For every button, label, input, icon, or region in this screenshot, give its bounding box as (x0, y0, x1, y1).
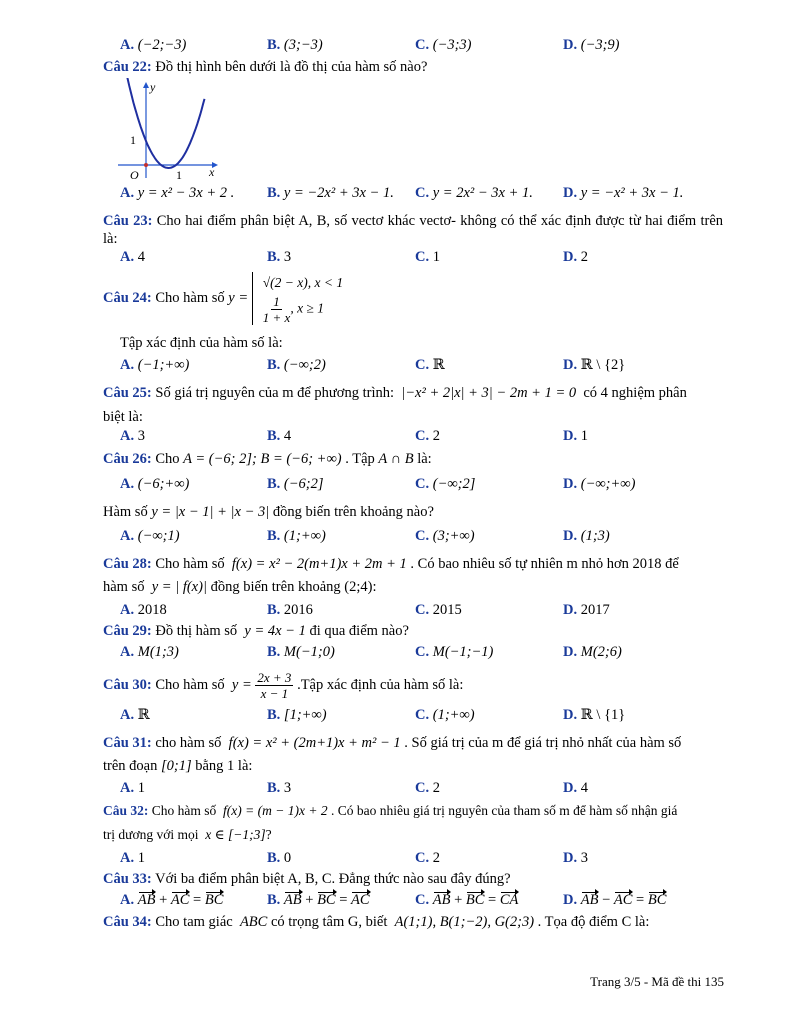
q23-option-d (563, 248, 588, 266)
q26-option-d (563, 475, 635, 493)
option-text: 2015 (432, 602, 462, 618)
option-text: 2 (432, 780, 440, 796)
question-text: . Tập (345, 451, 375, 467)
vector: AC (613, 892, 633, 908)
option-label: D. (563, 185, 578, 201)
question-text: . Có bao nhiêu số tự nhiên m nhỏ hơn 2018 để (410, 556, 679, 572)
option-label: C. (415, 528, 430, 544)
q24-option-b (267, 356, 326, 374)
option-text: (3;−3) (283, 37, 323, 53)
option-label: B. (267, 528, 281, 544)
question-text: đồng biến trên khoảng (2;4): (210, 579, 377, 595)
q22-option-a (120, 184, 234, 202)
q33-stem (103, 870, 511, 888)
option-text: (3;+∞) (432, 528, 475, 544)
option-text: (−∞;1) (137, 528, 180, 544)
option-text: 3 (137, 428, 145, 444)
option-label: A. (120, 644, 135, 660)
equation: ABC (239, 914, 268, 930)
q23-stem (103, 212, 723, 248)
question-text: đi qua điểm nào? (309, 623, 409, 639)
operator: + (301, 892, 318, 908)
option-text: 2018 (137, 602, 167, 618)
option-text: 2017 (580, 602, 610, 618)
question-text: Cho hàm số (155, 290, 225, 306)
operator: = (484, 892, 500, 908)
option-text: y = x² − 3x + 2 . (137, 185, 235, 201)
piecewise-row-1: √(2 − x), x < 1 (262, 275, 344, 291)
option-text: 2 (432, 850, 440, 866)
question-text: Cho tam giác (155, 914, 233, 930)
q29-option-d (563, 643, 622, 661)
q25-option-d (563, 427, 588, 445)
q33-option-d (563, 891, 666, 909)
option-text: 3 (283, 780, 292, 796)
option-text: M(−1;−1) (432, 644, 494, 660)
function-symbol: y = (231, 677, 252, 693)
q30-option-a (120, 706, 150, 724)
q28-option-d (563, 601, 610, 619)
y-axis-arrow-icon (143, 82, 149, 88)
q29-option-c (415, 643, 493, 661)
option-label: D. (563, 707, 578, 723)
q21-option-b (267, 36, 323, 54)
option-text: y = −2x² + 3x − 1. (283, 185, 394, 201)
option-label: D. (563, 850, 578, 866)
question-text: có trọng tâm G, biết (270, 914, 388, 930)
option-text: 2 (432, 428, 440, 444)
option-text: (−1;+∞) (137, 357, 190, 373)
option-text: [1;+∞) (283, 707, 327, 723)
q31-option-a (120, 779, 145, 797)
q29-option-b (267, 643, 335, 661)
option-label: A. (120, 602, 135, 618)
equation: [0;1] (160, 758, 192, 774)
option-label: D. (563, 892, 578, 908)
vector: AB (432, 892, 451, 908)
option-label: A. (120, 892, 135, 908)
option-text: M(2;6) (580, 644, 622, 660)
option-text: ℝ \ {1} (580, 707, 626, 723)
q27-option-c (415, 527, 475, 545)
q32-option-a (120, 849, 145, 867)
vector: AB (580, 892, 599, 908)
q29-stem (103, 622, 409, 640)
q33-option-a (120, 891, 223, 909)
question-label: Câu 24: (103, 290, 152, 306)
operator: = (335, 892, 352, 908)
q23-option-b (267, 248, 291, 266)
question-label: Câu 25: (103, 385, 152, 401)
question-label: Câu 29: (103, 623, 152, 639)
option-text: 1 (137, 850, 145, 866)
option-text: y = −x² + 3x − 1. (580, 185, 684, 201)
q22-option-c (415, 184, 533, 202)
q30-option-b (267, 706, 327, 724)
q26-option-c (415, 475, 475, 493)
vector: AB (137, 892, 156, 908)
option-label: A. (120, 707, 135, 723)
numerator: 2x + 3 (257, 670, 292, 686)
question-text: ? (265, 827, 272, 842)
q31-stem (103, 734, 681, 752)
operator: = (632, 892, 648, 908)
option-label: D. (563, 644, 578, 660)
option-label: B. (267, 428, 281, 444)
q21-option-c (415, 36, 472, 54)
question-text: Đồ thị hàm số (155, 623, 238, 639)
q28-option-a (120, 601, 167, 619)
option-label: D. (563, 602, 578, 618)
q28-stem-cont (103, 578, 376, 596)
q24-stem (103, 268, 343, 328)
option-label: B. (267, 850, 281, 866)
option-text: M(−1;0) (283, 644, 335, 660)
operator: − (598, 892, 614, 908)
option-text: ℝ (137, 707, 150, 723)
option-text: (−2;−3) (137, 37, 187, 53)
option-text: (1;+∞) (283, 528, 326, 544)
q34-stem (103, 913, 649, 931)
option-label: A. (120, 428, 135, 444)
option-label: C. (415, 357, 430, 373)
question-label: Câu 23: (103, 213, 153, 229)
vector: AC (351, 892, 370, 908)
x-tick-label: 1 (176, 168, 182, 182)
question-label: Câu 26: (103, 451, 152, 467)
q25-option-c (415, 427, 440, 445)
option-label: D. (563, 428, 578, 444)
q23-option-c (415, 248, 440, 266)
vector: AC (170, 892, 190, 908)
origin-label: O (130, 168, 139, 182)
question-text: Số giá trị nguyên của m để phương trình: (155, 385, 395, 401)
option-text: M(1;3) (137, 644, 179, 660)
option-label: D. (563, 357, 578, 373)
option-label: D. (563, 249, 578, 265)
option-text: 1 (137, 780, 145, 796)
q22-option-b (267, 184, 394, 202)
q24-subquestion: Tập xác định của hàm số là: (120, 335, 283, 351)
question-text: đồng biến trên khoảng nào? (272, 504, 434, 520)
question-text: .Tập xác định của hàm số là: (297, 677, 464, 693)
vector: BC (465, 892, 485, 908)
question-text: Cho (155, 451, 180, 467)
q28-stem (103, 555, 679, 573)
q27-option-b (267, 527, 326, 545)
page-footer: Trang 3/5 - Mã đề thi 135 (590, 974, 724, 989)
fraction (263, 294, 291, 325)
option-text: 3 (283, 249, 292, 265)
equation: y = | f(x)| (151, 579, 207, 595)
option-label: A. (120, 850, 135, 866)
option-label: B. (267, 780, 281, 796)
q24-option-c (415, 356, 445, 374)
option-text: (−∞;2] (432, 476, 476, 492)
q27-stem (103, 503, 434, 521)
q26-stem (103, 450, 432, 468)
equation: f(x) = x² − 2(m+1)x + 2m + 1 (231, 556, 407, 572)
equation: y = |x − 1| + |x − 3| (151, 504, 270, 520)
q29-option-a (120, 643, 179, 661)
question-label: Câu 22: (103, 59, 152, 75)
option-label: C. (415, 185, 430, 201)
option-text: (−∞;2) (283, 357, 326, 373)
q25-stem-cont: biệt là: (103, 409, 143, 425)
option-label: A. (120, 37, 135, 53)
question-text: Với ba điểm phân biệt A, B, C. Đẳng thức nào sau đây đúng? (155, 871, 511, 887)
option-label: B. (267, 185, 281, 201)
vector: BC (204, 892, 224, 908)
option-text: (−∞;+∞) (580, 476, 636, 492)
q25-option-a (120, 427, 145, 445)
parabola-curve (118, 78, 205, 168)
q24-option-a (120, 356, 189, 374)
option-label: D. (563, 37, 578, 53)
equation: f(x) = x² + (2m+1)x + m² − 1 (228, 735, 401, 751)
q30-stem (103, 664, 463, 706)
option-text: (−3;9) (580, 37, 620, 53)
option-label: A. (120, 357, 135, 373)
question-text: trên đoạn (103, 758, 158, 774)
q30-option-d (563, 706, 625, 724)
question-label: Câu 32: (103, 803, 149, 818)
option-text: (−6;+∞) (137, 476, 190, 492)
equation: y = 4x − 1 (244, 623, 306, 639)
fraction (255, 670, 293, 701)
option-label: A. (120, 249, 135, 265)
option-label: D. (563, 528, 578, 544)
question-text: Đồ thị hình bên dưới là đồ thị của hàm số nào? (155, 59, 428, 75)
question-text: trị dương với mọi (103, 827, 199, 842)
option-text: 2016 (283, 602, 313, 618)
q32-option-d (563, 849, 588, 867)
q26-option-a (120, 475, 189, 493)
question-text: Cho hàm số (151, 803, 217, 818)
q32-stem (103, 802, 677, 820)
option-label: D. (563, 780, 578, 796)
q33-option-b (267, 891, 370, 909)
option-label: C. (415, 780, 430, 796)
q21-option-d (563, 36, 620, 54)
option-label: B. (267, 357, 281, 373)
question-text: . Tọa độ điểm C là: (537, 914, 650, 930)
question-text: cho hàm số (155, 735, 222, 751)
question-text: là: (417, 451, 432, 467)
denominator: 1 + x (262, 310, 291, 326)
option-text: 2 (580, 249, 588, 265)
equation: A = (−6; 2]; B = (−6; +∞) (183, 451, 342, 467)
equation: A(1;1), B(1;−2), G(2;3) (394, 914, 535, 930)
piecewise-system (252, 272, 343, 325)
numerator: 1 (273, 294, 280, 310)
option-label: C. (415, 602, 430, 618)
q32-option-b (267, 849, 291, 867)
option-label: A. (120, 476, 135, 492)
question-text: . Số giá trị của m để giá trị nhỏ nhất của hàm số (404, 735, 682, 751)
option-label: B. (267, 644, 281, 660)
option-label: C. (415, 850, 430, 866)
question-text: Cho hai điểm phân biệt A, B, số vectơ khác vectơ- không có thể xác định được từ hai điểm trên là: (103, 213, 724, 247)
option-label: C. (415, 476, 430, 492)
q27-option-a (120, 527, 180, 545)
question-text: hàm số (103, 579, 145, 595)
q22-stem (103, 58, 427, 76)
q21-option-a (120, 36, 186, 54)
q31-stem-cont (103, 757, 252, 775)
x-axis-label: x (209, 165, 215, 179)
q27-option-d (563, 527, 610, 545)
option-text: (−3;3) (432, 37, 472, 53)
q30-option-c (415, 706, 475, 724)
question-text: bằng 1 là: (195, 758, 253, 774)
vector: BC (647, 892, 667, 908)
option-text: 0 (283, 850, 292, 866)
q25-option-b (267, 427, 291, 445)
function-symbol: y = (228, 290, 249, 306)
option-text: ℝ (432, 357, 445, 373)
y-axis-label: y (150, 80, 156, 94)
option-text: 3 (580, 850, 588, 866)
option-label: B. (267, 602, 281, 618)
question-text: có 4 nghiệm phân (583, 385, 687, 401)
question-label: Câu 34: (103, 914, 152, 930)
option-label: C. (415, 644, 430, 660)
q33-option-c (415, 891, 518, 909)
q22-option-d (563, 184, 683, 202)
question-label: Câu 31: (103, 735, 152, 751)
option-text: y = 2x² − 3x + 1. (432, 185, 533, 201)
option-label: A. (120, 185, 135, 201)
piecewise-row-2 (263, 294, 343, 325)
equation: x ∈ [−1;3] (205, 827, 266, 842)
option-label: B. (267, 37, 281, 53)
q32-stem-cont (103, 826, 272, 844)
question-text: Cho hàm số (155, 556, 225, 572)
operator: = (189, 892, 205, 908)
q25-stem (103, 384, 687, 402)
option-label: B. (267, 476, 281, 492)
vector: CA (499, 892, 519, 908)
option-label: A. (120, 528, 135, 544)
option-label: B. (267, 892, 281, 908)
question-label: Câu 30: (103, 677, 152, 693)
vector: AB (283, 892, 302, 908)
question-label: Câu 33: (103, 871, 152, 887)
q28-option-b (267, 601, 313, 619)
option-text: (1;+∞) (432, 707, 475, 723)
option-text: 1 (580, 428, 588, 444)
operator: + (450, 892, 466, 908)
question-label: Câu 28: (103, 556, 152, 572)
option-text: (−6;2] (283, 476, 324, 492)
question-text: Cho hàm số (155, 677, 225, 693)
option-label: C. (415, 707, 430, 723)
option-text: 4 (580, 780, 588, 796)
equation: f(x) = (m − 1)x + 2 (223, 803, 328, 818)
q32-option-c (415, 849, 440, 867)
option-label: C. (415, 37, 430, 53)
option-text: 4 (137, 249, 145, 265)
q31-option-d (563, 779, 588, 797)
q26-option-b (267, 475, 324, 493)
option-label: C. (415, 249, 430, 265)
condition: , x ≥ 1 (290, 300, 324, 316)
q31-option-b (267, 779, 291, 797)
equation: |−x² + 2|x| + 3| − 2m + 1 = 0 (401, 385, 577, 401)
option-text: 4 (283, 428, 292, 444)
q31-option-c (415, 779, 440, 797)
denominator: x − 1 (260, 686, 289, 702)
option-text: (1;3) (580, 528, 610, 544)
option-text: 1 (432, 249, 440, 265)
y-tick-label: 1 (130, 133, 136, 147)
q28-option-c (415, 601, 462, 619)
option-label: A. (120, 780, 135, 796)
equation: A ∩ B (378, 451, 414, 467)
q22-parabola-graph (112, 78, 224, 182)
question-text: . Có bao nhiêu giá trị nguyên của tham số m để hàm số nhận giá (330, 803, 678, 818)
vector: BC (317, 892, 336, 908)
option-label: B. (267, 707, 281, 723)
operator: + (155, 892, 171, 908)
option-label: B. (267, 249, 281, 265)
option-label: C. (415, 892, 430, 908)
option-label: D. (563, 476, 578, 492)
origin-point (144, 163, 148, 167)
question-text: Hàm số (103, 504, 148, 520)
q24-option-d (563, 356, 625, 374)
option-text: ℝ \ {2} (580, 357, 626, 373)
option-label: C. (415, 428, 430, 444)
q23-option-a (120, 248, 145, 266)
